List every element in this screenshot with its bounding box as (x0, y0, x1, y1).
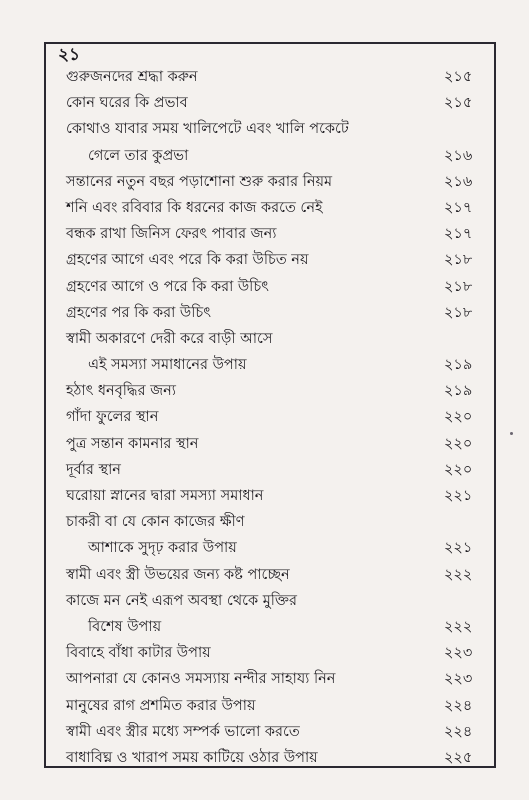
contents-entry (66, 195, 484, 221)
entry-title: হঠাৎ ধনবৃদ্ধির জন্য (66, 383, 176, 400)
contents-entry (66, 745, 484, 771)
entry-page-number: ২২৪ (444, 697, 473, 714)
contents-entry (66, 562, 484, 588)
entry-title: কোথাও যাবার সময় খালিপেটে এবং খালি পকেটে (66, 121, 349, 138)
contents-list (66, 64, 484, 771)
entry-page-number: ২১৬ (444, 147, 473, 164)
contents-entry (66, 116, 484, 142)
entry-title: গ্রহণের পর কি করা উচিৎ (66, 304, 211, 321)
entry-page-number: ২১৬ (444, 173, 473, 190)
contents-entry (66, 143, 484, 169)
contents-entry (66, 221, 484, 247)
entry-title: গ্রহণের আগে ও পরে কি করা উচিৎ (66, 278, 269, 295)
margin-speck (510, 432, 513, 435)
contents-entry (66, 300, 484, 326)
entry-title: স্বামী অকারণে দেরী করে বাড়ী আসে (66, 330, 273, 347)
contents-entry (66, 169, 484, 195)
entry-page-number: ২২০ (444, 409, 473, 426)
entry-title: বিবাহে বাঁধা কাটার উপায় (66, 645, 211, 662)
entry-page-number: ২২০ (444, 461, 473, 478)
entry-page-number: ২২৩ (444, 671, 473, 688)
contents-entry (66, 535, 484, 561)
entry-title: স্বামী এবং স্ত্রীর মধ্যে সম্পর্ক ভালো করতে (66, 723, 300, 740)
contents-entry (66, 666, 484, 692)
contents-entry (66, 640, 484, 666)
entry-page-number: ২১৮ (444, 278, 473, 295)
entry-title: গ্রহণের আগে এবং পরে কি করা উচিত নয় (66, 252, 309, 269)
contents-entry (66, 509, 484, 535)
contents-entry (66, 588, 484, 614)
entry-title: শনি এবং রবিবার কি ধরনের কাজ করতে নেই (66, 199, 323, 216)
contents-entry (66, 404, 484, 430)
contents-entry (66, 483, 484, 509)
entry-title: ঘরোয়া স্নানের দ্বারা সমস্যা সমাধান (66, 488, 264, 504)
entry-title: বন্ধক রাখা জিনিস ফেরৎ পাবার জন্য (66, 226, 277, 243)
entry-title: কোন ঘরের কি প্রভাব (66, 95, 188, 112)
entry-page-number: ২১৫ (444, 95, 473, 112)
entry-title: আপনারা যে কোনও সমস্যায় নন্দীর সাহায্য নিন (66, 671, 336, 688)
entry-title: গুরুজনদের শ্রদ্ধা করুন (66, 69, 198, 85)
contents-entry (66, 352, 484, 378)
entry-page-number: ২২৪ (444, 723, 473, 740)
contents-entry (66, 326, 484, 352)
entry-title: চাকরী বা যে কোন কাজের ক্ষীণ (66, 514, 245, 531)
entry-page-number: ২২২ (444, 618, 473, 635)
entry-page-number: ২২৩ (444, 645, 473, 662)
entry-title: দূর্বার স্থান (66, 461, 121, 478)
entry-title: পুত্র সন্তান কামনার স্থান (66, 435, 199, 452)
entry-page-number: ২১৮ (444, 252, 473, 269)
entry-title: আশাকে সুদৃঢ় করার উপায় (88, 540, 237, 557)
contents-entry (66, 378, 484, 404)
entry-title: গেলে তার কুপ্রভা (88, 147, 189, 164)
entry-title: স্বামী এবং স্ত্রী উভয়ের জন্য কষ্ট পাচ্ছেন (66, 566, 290, 583)
entry-title: এই সমস্যা সমাধানের উপায় (88, 357, 247, 374)
entry-page-number: ২২১ (444, 540, 473, 557)
entry-page-number: ২১৮ (444, 304, 473, 321)
contents-entry (66, 64, 484, 90)
entry-page-number: ২২২ (444, 566, 473, 583)
contents-entry (66, 247, 484, 273)
contents-entry (66, 719, 484, 745)
entry-title: সন্তানের নতুন বছর পড়াশোনা শুরু করার নিয়ম (66, 173, 333, 190)
contents-entry (66, 90, 484, 116)
contents-entry (66, 693, 484, 719)
entry-title: বিশেষ উপায় (88, 618, 162, 635)
entry-page-number: ২২১ (444, 488, 473, 504)
entry-page-number: ২১৭ (444, 199, 473, 216)
contents-frame (44, 42, 496, 768)
contents-entry (66, 431, 484, 457)
entry-page-number: ২২৫ (444, 749, 473, 766)
entry-page-number: ২২০ (444, 435, 473, 452)
entry-title: কাজে মন নেই এরূপ অবস্থা থেকে মুক্তির (66, 592, 297, 609)
contents-entry (66, 457, 484, 483)
entry-page-number: ২১৭ (444, 226, 473, 243)
contents-entry (66, 274, 484, 300)
entry-page-number: ২১৫ (444, 69, 473, 85)
entry-page-number: ২১৯ (444, 357, 473, 374)
entry-title: গাঁদা ফুলের স্থান (66, 409, 159, 426)
entry-page-number: ২১৯ (444, 383, 473, 400)
page-number: ২১ (58, 45, 81, 65)
contents-entry (66, 614, 484, 640)
entry-title: মানুষের রাগ প্রশমিত করার উপায় (66, 697, 256, 714)
entry-title: বাধাবিঘ্ন ও খারাপ সময় কাটিয়ে ওঠার উপায় (66, 749, 318, 766)
